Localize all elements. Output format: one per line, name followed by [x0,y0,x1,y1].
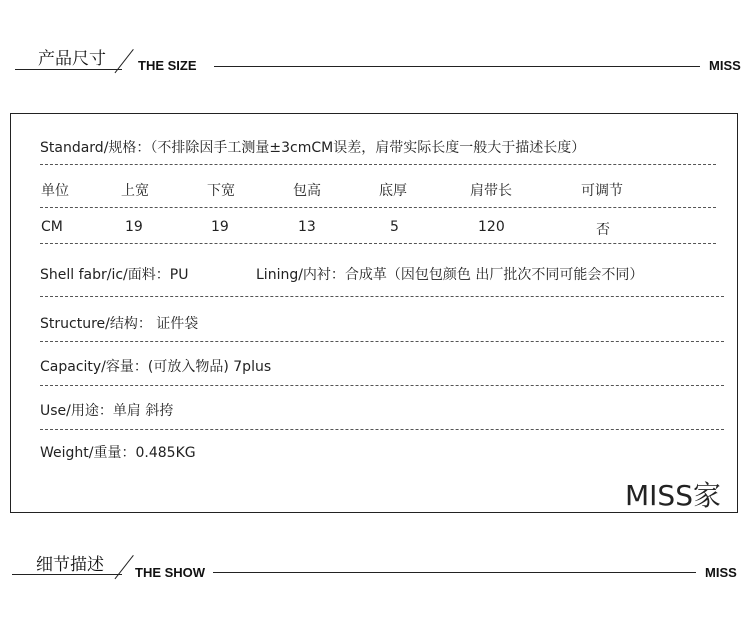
value-adjustable: 否 [596,222,610,238]
header-bottom-width: 下宽 [207,183,235,199]
header-unit: 单位 [41,183,69,199]
show-slash [115,555,134,579]
standard-text: Standard/规格：（不排除因手工测量±3cmCM误差，肩带实际长度一般大于描述长度） [40,140,586,156]
value-bottom-width: 19 [211,219,229,235]
divider [40,385,724,386]
size-rule-right [214,66,700,67]
weight-text: Weight/重量：0.485KG [40,445,196,461]
header-bag-height: 包高 [293,183,321,199]
capacity-text: Capacity/容量：(可放入物品) 7plus [40,359,272,375]
header-bottom-depth: 底厚 [379,183,407,199]
lining-text: Lining/内衬：合成革（因包包颜色 出厂批次不同可能会不同） [256,267,644,283]
divider [40,429,724,430]
show-rule-right [213,572,696,573]
show-section-title: 细节描述 [36,555,104,575]
header-top-width: 上宽 [121,183,149,199]
size-section-brand: MISS [709,58,741,73]
divider [40,243,716,244]
structure-text: Structure/结构： 证件袋 [40,316,199,332]
value-top-width: 19 [125,219,143,235]
value-bag-height: 13 [298,219,316,235]
show-section-brand: MISS [705,565,737,580]
header-adjustable: 可调节 [581,183,623,199]
show-section-en-title: THE SHOW [135,565,206,580]
divider [40,341,724,342]
brand-mark: MISS家 [625,479,721,512]
divider [40,164,716,165]
divider [40,296,724,297]
value-unit: CM [41,219,63,235]
value-bottom-depth: 5 [390,219,399,235]
size-slash [115,49,134,73]
size-underline-left [15,69,122,70]
size-section-title: 产品尺寸 [38,49,106,69]
shell-fabric-text: Shell fabr/ic/面料：PU [40,267,189,283]
header-strap-length: 肩带长 [470,183,512,199]
use-text: Use/用途：单肩 斜挎 [40,403,174,419]
size-section-en-title: THE SIZE [138,58,197,73]
divider [40,207,716,208]
spec-box [10,113,738,513]
value-strap-length: 120 [478,219,505,235]
